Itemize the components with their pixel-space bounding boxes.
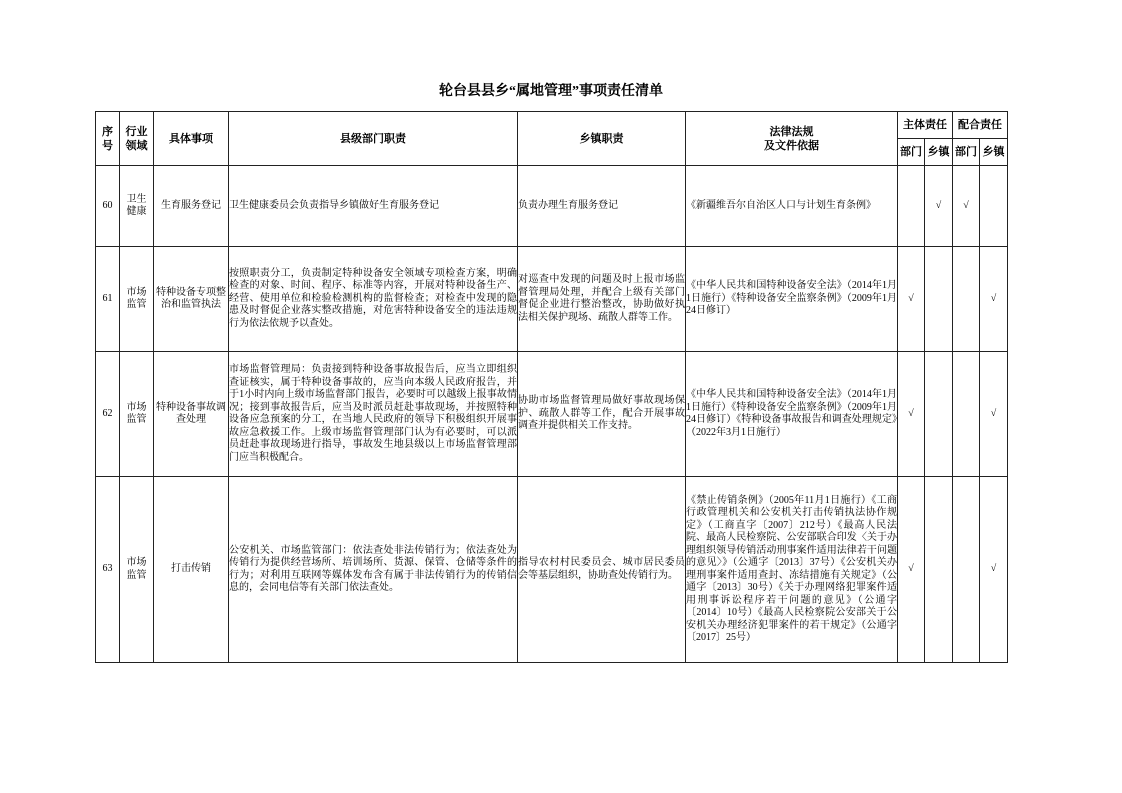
cell-index: 63 [96,477,120,663]
header-county-duty: 县级部门职责 [229,112,518,166]
cell-industry [120,477,154,663]
cell-item-text: 特种设备事故调查处理 [156,401,226,425]
cell-main-township: √ [925,166,953,247]
header-legal-basis [686,112,898,166]
cell-item-text: 生育服务登记 [161,199,221,211]
page-title: 轮台县县乡“属地管理”事项责任清单 [439,84,663,99]
table-header-row [96,112,1008,139]
cell-item-text: 打击传销 [171,563,211,575]
cell-township-duty: 负责办理生育服务登记 [518,166,686,247]
cell-coop-township: √ [980,352,1008,477]
cell-index: 62 [96,352,120,477]
cell-county-duty: 公安机关、市场监管部门：依法查处非法传销行为；依法查处为传销行为提供经营场所、培训场所、货源、保管、仓储等条件的行为；对利用互联网等媒体发布含有属于非法传销行为的传销信息的，会同电信等有关部门依法查处。 [229,477,518,663]
cell-main-township [925,477,953,663]
cell-county-duty: 市场监督管理局：负责接到特种设备事故报告后，应当立即组织查证核实，属于特种设备事故的，应当向本级人民政府报告，并于1小时内向上级市场监督部门报告，必要时可以越级上报事故情况；接到事故报告后，应当及时派员赶赴事故现场，并按照特种设备应急预案的分工，在当地人民政府的领导下积极组织开展事故应急救援工作。上级市场监督管理部门认为有必要时，可以派员赶赴事故现场进行指导，事故发生地县级以上市场监督管理部门应当积极配合。 [229,352,518,477]
cell-county-duty: 按照职责分工，负责制定特种设备安全领域专项检查方案，明确检查的对象、时间、程序、标准等内容，开展对特种设备生产、经营、使用单位和检验检测机构的监督检查；对检查中发现的隐患及时督促企业落实整改措施，对危害特种设备安全的违法违规行为依法依规予以查处。 [229,247,518,352]
cell-legal-basis: 《新疆维吾尔自治区人口与计划生育条例》 [686,166,898,247]
cell-main-township [925,352,953,477]
cell-township-duty: 指导农村村民委员会、城市居民委员会等基层组织，协助查处传销行为。 [518,477,686,663]
cell-coop-township: √ [980,477,1008,663]
header-coop-department: 部门 [953,139,980,166]
header-industry [120,112,154,166]
header-legal-basis-line2: 及文件依据 [764,139,819,152]
cell-coop-township: √ [980,247,1008,352]
cell-item [154,247,229,352]
header-coop-township: 乡镇 [980,139,1008,166]
cell-item [154,166,229,247]
cell-legal-basis: 《中华人民共和国特种设备安全法》（2014年1月1日施行）《特种设备安全监察条例》（2009年1月24日修订）《特种设备事故报告和调查处理规定》（2022年3月1日施行） [686,352,898,477]
table-row [96,477,1008,663]
table-row [96,247,1008,352]
header-industry-label: 行业领域 [125,125,148,152]
cell-item [154,477,229,663]
cell-industry-text: 市场监管 [126,557,147,581]
header-legal-basis-line1: 法律法规 [769,125,814,138]
cell-legal-basis: 《中华人民共和国特种设备安全法》（2014年1月1日施行）《特种设备安全监察条例》（2009年1月24日修订） [686,247,898,352]
cell-industry [120,352,154,477]
cell-industry [120,247,154,352]
header-township-duty: 乡镇职责 [518,112,686,166]
header-main-responsibility: 主体责任 [898,112,953,139]
header-item: 具体事项 [154,112,229,166]
cell-township-duty: 协助市场监督管理局做好事故现场保护、疏散人群等工作，配合开展事故调查并提供相关工作支持。 [518,352,686,477]
cell-main-township [925,247,953,352]
responsibility-table [95,111,1008,663]
header-main-department: 部门 [898,139,925,166]
cell-industry-text: 市场监管 [126,286,147,310]
cell-main-department: √ [898,352,925,477]
header-index [96,112,120,166]
cell-coop-department: √ [953,166,980,247]
cell-coop-township [980,166,1008,247]
cell-coop-department [953,247,980,352]
cell-index: 61 [96,247,120,352]
header-main-township: 乡镇 [925,139,953,166]
cell-legal-basis: 《禁止传销条例》（2005年11月1日施行）《工商行政管理机关和公安机关打击传销执法协作规定》（工商直字〔2007〕212号）《最高人民法院、最高人民检察院、公安部联合印发〈关于办理组织领导传销活动刑事案件适用法律若干问题的意见〉》（公通字〔2013〕37号）《公安机关办理刑事案件适用查封、冻结措施有关规定》（公通字〔2013〕30号）《关于办理网络犯罪案件适用刑事诉讼程序若干问题的意见》（公通字〔2014〕10号）《最高人民检察院公安部关于公安机关办理经济犯罪案件的若干规定》（公通字〔2017〕25号） [686,477,898,663]
cell-industry-text: 市场监管 [126,401,147,425]
cell-item-text: 特种设备专项整治和监管执法 [156,286,226,310]
cell-main-department: √ [898,247,925,352]
cell-county-duty: 卫生健康委员会负责指导乡镇做好生育服务登记 [229,166,518,247]
cell-township-duty: 对巡查中发现的问题及时上报市场监督管理局处理，并配合上级有关部门督促企业进行整治整改，协助做好执法相关保护现场、疏散人群等工作。 [518,247,686,352]
cell-coop-department [953,352,980,477]
header-index-label: 序号 [101,125,113,152]
cell-main-department: √ [898,477,925,663]
cell-industry-text: 卫生健康 [126,193,147,217]
cell-main-department [898,166,925,247]
table-row [96,352,1008,477]
cell-coop-department [953,477,980,663]
table-row [96,166,1008,247]
cell-index: 60 [96,166,120,247]
cell-item [154,352,229,477]
header-coop-responsibility: 配合责任 [953,112,1008,139]
cell-industry [120,166,154,247]
